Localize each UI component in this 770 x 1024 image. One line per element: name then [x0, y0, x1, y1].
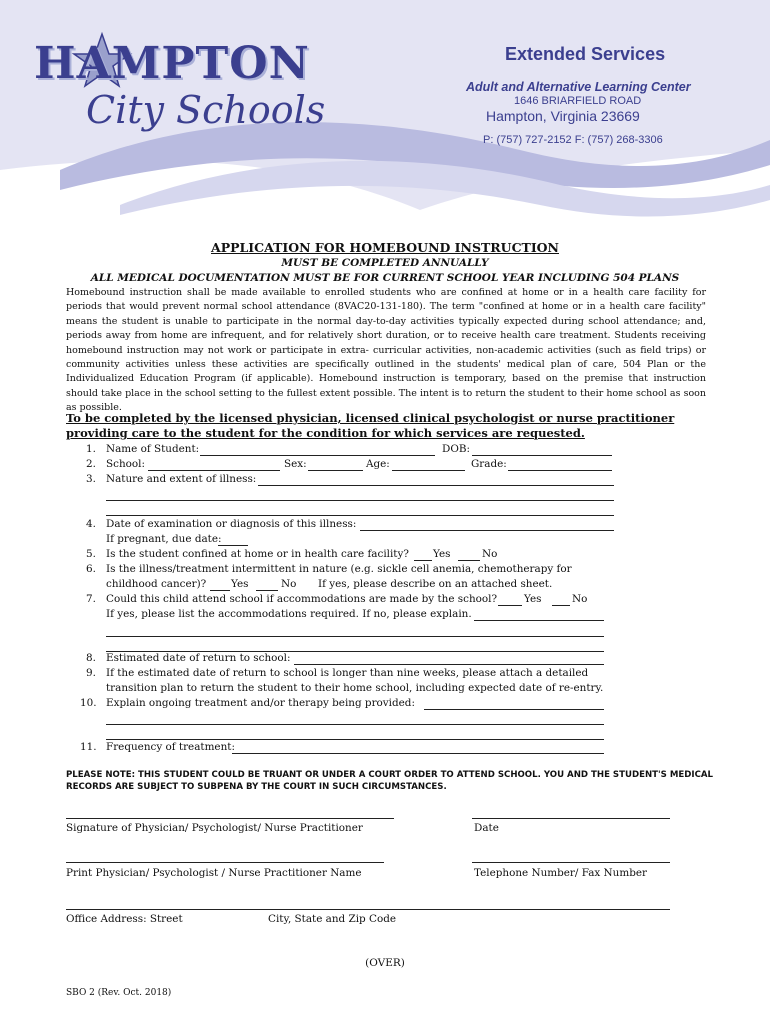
- item-number: 7.: [86, 593, 96, 605]
- age-field[interactable]: [392, 470, 465, 471]
- logo-wordmark: HAMPTON: [34, 38, 310, 89]
- grade-label: Grade:: [471, 458, 507, 470]
- student-name-label: Name of Student:: [106, 443, 200, 455]
- phone-label: Telephone Number/ Fax Number: [474, 867, 647, 879]
- school-field[interactable]: [148, 470, 280, 471]
- intro-paragraph: Homebound instruction shall be made available to enrolled students who are confined at home or in a health care facility for periods that would prevent normal school attendance (8VAC20-131-180). The term "confined at home or in a health care facility" means the student is unable to participate in the normal day-to-day activities typically expected during school attendance; and, periods away from home are infrequent, and for relatively short duration, or to receive health care treatment. Students receiving homebound instruction may not work or participate in extra- curricular activities, non-academic activities (such as field trips) or community activities unless these activities are specifically outlined in the students' medical plan of care, 504 Plan or the Individualized Education Program (if applicable). Homebound instruction is temporary, based on the premise that instruction should take place in the school setting to the fullest extent possible. The intent is to return the student to their home school as soon as possible.: [66, 287, 706, 414]
- treatment-field-line[interactable]: [106, 724, 604, 725]
- accommodations-field[interactable]: [474, 620, 604, 621]
- dob-field[interactable]: [472, 455, 612, 456]
- frequency-label: Frequency of treatment:: [106, 741, 235, 753]
- truancy-note: PLEASE NOTE: THIS STUDENT COULD BE TRUANT OR UNDER A COURT ORDER TO ATTEND SCHOOL. YOU AND THE STUDENT'S MEDICAL RECORDS ARE SUBJECT TO SUBPENA BY THE COURT IN SUCH CIRCUMSTANCES.: [66, 770, 714, 792]
- item-number: 4.: [86, 518, 96, 530]
- item-number: 3.: [86, 473, 96, 485]
- intermittent-no-field[interactable]: [256, 590, 278, 591]
- intermittent-no-label: No: [281, 578, 297, 590]
- item-number: 8.: [86, 652, 96, 664]
- illness-field-line[interactable]: [106, 515, 614, 516]
- subtitle-annual: MUST BE COMPLETED ANNUALLY: [281, 257, 489, 269]
- accommodations-field-line[interactable]: [106, 636, 604, 637]
- confined-yes-label: Yes: [433, 548, 451, 560]
- date-label: Date: [474, 822, 499, 834]
- item-number: 11.: [80, 741, 97, 753]
- office-address-field[interactable]: [66, 909, 670, 910]
- student-name-field[interactable]: [200, 455, 435, 456]
- illness-label: Nature and extent of illness:: [106, 473, 257, 485]
- section-heading: To be completed by the licensed physician, licensed clinical psychologist or nurse practitioner providing care to the student for the condition for which services are requested.: [66, 411, 675, 440]
- exam-date-field[interactable]: [360, 530, 614, 531]
- intermittent-label-2: childhood cancer)?: [106, 578, 207, 590]
- age-label: Age:: [366, 458, 390, 470]
- item-number: 6.: [86, 563, 96, 575]
- treatment-field[interactable]: [424, 709, 604, 710]
- accommodations-no-label: No: [572, 593, 588, 605]
- subtitle-medical: ALL MEDICAL DOCUMENTATION MUST BE FOR CURRENT SCHOOL YEAR INCLUDING 504 PLANS: [90, 272, 680, 284]
- intermittent-label: Is the illness/treatment intermittent in nature (e.g. sickle cell anemia, chemotherapy for: [106, 563, 572, 575]
- transition-label: If the estimated date of return to school is longer than nine weeks, please attach a detailed: [106, 667, 589, 679]
- dob-label: DOB:: [442, 443, 470, 455]
- confined-yes-field[interactable]: [414, 560, 432, 561]
- logo-script: City Schools: [86, 88, 326, 132]
- city-state-zip-label: City, State and Zip Code: [268, 913, 397, 925]
- due-date-field[interactable]: [218, 545, 248, 546]
- item-number: 10.: [80, 697, 97, 709]
- office-address-label: Office Address: Street: [66, 913, 183, 925]
- phone-fax: P: (757) 727-2152 F: (757) 268-3306: [483, 134, 663, 146]
- phone-field[interactable]: [472, 862, 670, 863]
- street-address: 1646 BRIARFIELD ROAD: [514, 95, 642, 107]
- transition-label-2: transition plan to return the student to their home school, including expected date of re-entry.: [106, 682, 604, 694]
- school-label: School:: [106, 458, 145, 470]
- accommodations-yes-label: Yes: [524, 593, 542, 605]
- due-date-label: If pregnant, due date:: [106, 533, 222, 545]
- signature-label: Signature of Physician/ Psychologist/ Nurse Practitioner: [66, 822, 363, 834]
- department-name: Extended Services: [505, 44, 666, 64]
- city-address: Hampton, Virginia 23669: [486, 108, 640, 124]
- confined-no-label: No: [482, 548, 498, 560]
- sex-label: Sex:: [284, 458, 307, 470]
- exam-date-label: Date of examination or diagnosis of this illness:: [106, 518, 357, 530]
- return-date-field[interactable]: [294, 664, 604, 665]
- print-name-label: Print Physician/ Psychologist / Nurse Practitioner Name: [66, 867, 362, 879]
- date-field[interactable]: [472, 818, 670, 819]
- sex-field[interactable]: [308, 470, 363, 471]
- form-id: SBO 2 (Rev. Oct. 2018): [66, 988, 172, 998]
- confined-label: Is the student confined at home or in health care facility?: [106, 548, 409, 560]
- accommodations-yes-field[interactable]: [498, 605, 522, 606]
- item-number: 2.: [86, 458, 96, 470]
- over-indicator: (OVER): [365, 957, 405, 969]
- intermittent-yes-label: Yes: [231, 578, 249, 590]
- frequency-field[interactable]: [232, 753, 604, 754]
- treatment-label: Explain ongoing treatment and/or therapy being provided:: [106, 697, 415, 709]
- illness-field[interactable]: [258, 485, 614, 486]
- item-number: 9.: [86, 667, 96, 679]
- illness-field-line[interactable]: [106, 500, 614, 501]
- accommodations-label: Could this child attend school if accommodations are made by the school?: [106, 593, 498, 605]
- signature-field[interactable]: [66, 818, 394, 819]
- return-date-label: Estimated date of return to school:: [106, 652, 291, 664]
- confined-no-field[interactable]: [458, 560, 480, 561]
- page-title: APPLICATION FOR HOMEBOUND INSTRUCTION: [211, 240, 559, 255]
- item-number: 5.: [86, 548, 96, 560]
- intermittent-note: If yes, please describe on an attached sheet.: [318, 578, 553, 590]
- item-number: 1.: [86, 443, 96, 455]
- district-logo: [30, 30, 360, 150]
- center-name: Adult and Alternative Learning Center: [466, 80, 691, 94]
- accommodations-explain-label: If yes, please list the accommodations required. If no, please explain.: [106, 608, 472, 620]
- accommodations-no-field[interactable]: [552, 605, 570, 606]
- print-name-field[interactable]: [66, 862, 384, 863]
- grade-field[interactable]: [508, 470, 612, 471]
- intermittent-yes-field[interactable]: [210, 590, 230, 591]
- treatment-field-line[interactable]: [106, 739, 604, 740]
